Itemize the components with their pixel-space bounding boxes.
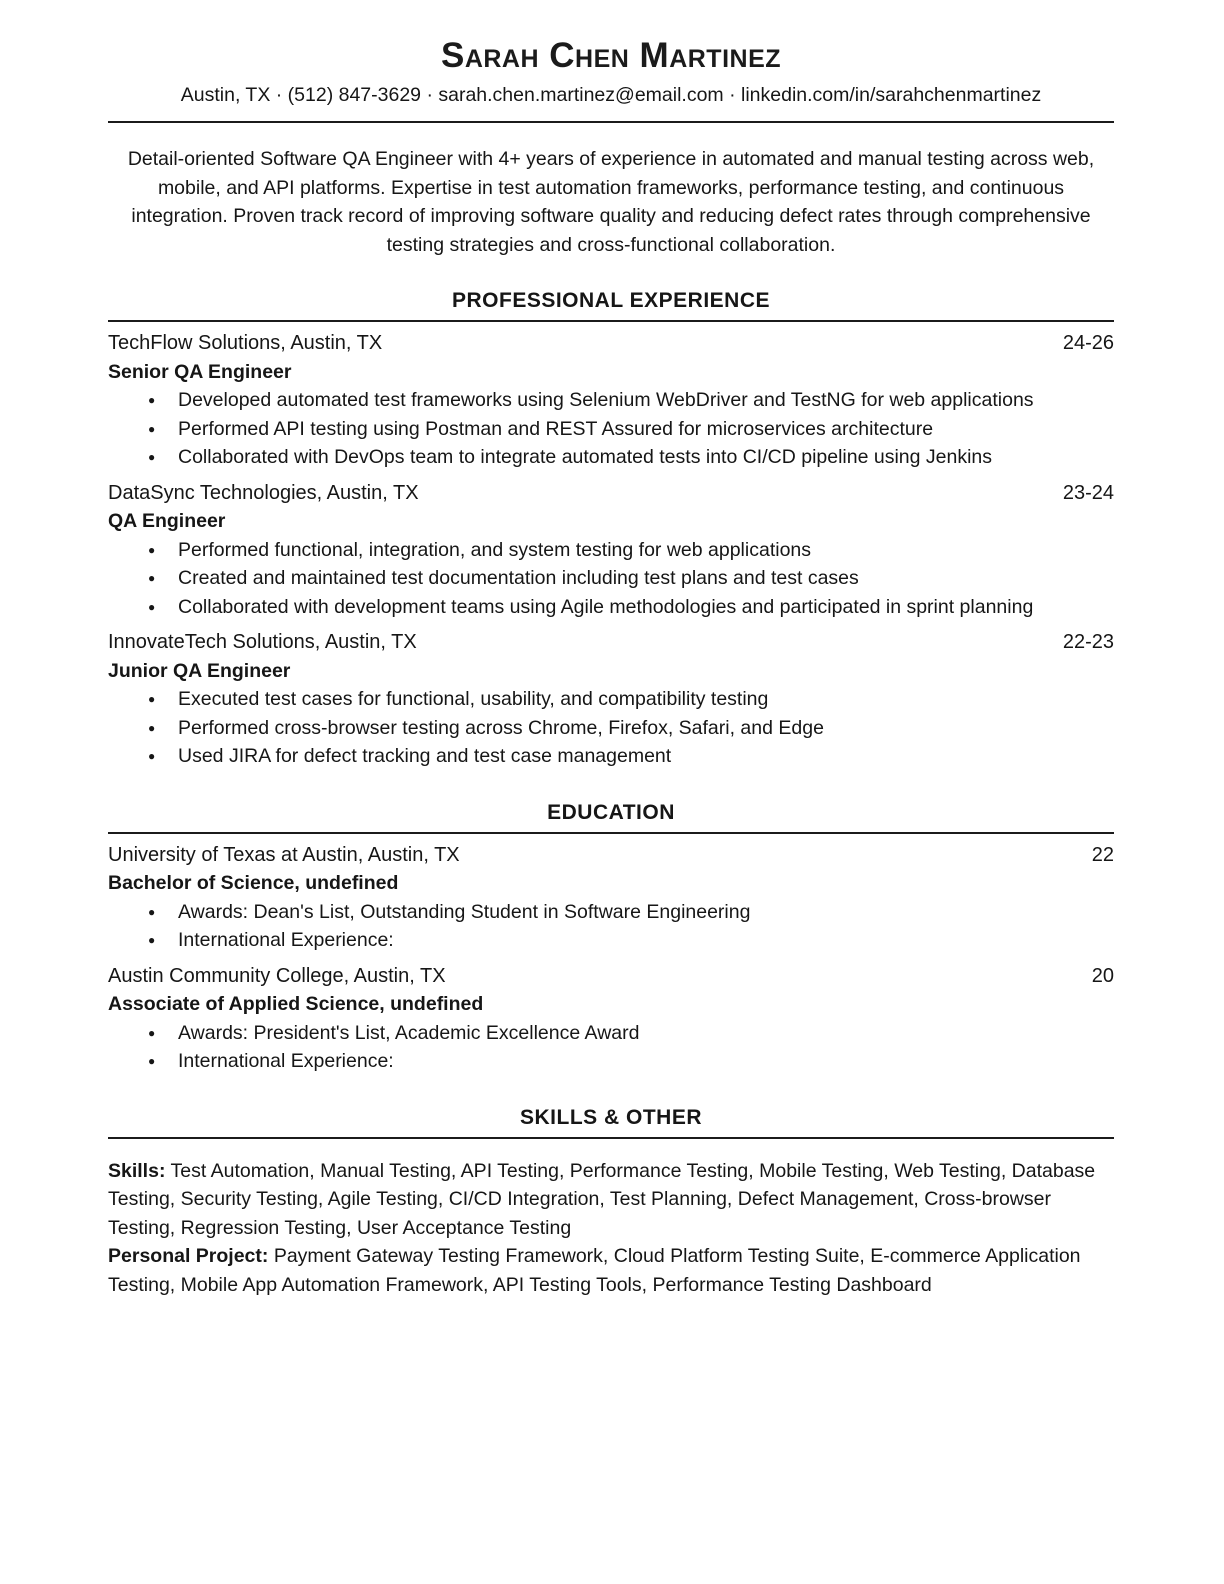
education-bullet-list (108, 1019, 1114, 1076)
degree-title: Bachelor of Science, undefined (108, 872, 399, 894)
job-bullet-list (108, 386, 1114, 472)
job-title: Senior QA Engineer (108, 360, 292, 383)
bullet-item: ● Performed cross-browser testing across Chrome, Firefox, Safari, and Edge (108, 714, 1114, 743)
job-bullet-list (108, 536, 1114, 622)
skills-label: Skills: (108, 1159, 166, 1182)
education-bullet-list (108, 898, 1114, 955)
bullet-item: ● Collaborated with DevOps team to integrate automated tests into CI/CD pipeline using Jenkins (108, 443, 1114, 472)
personal-project-line (108, 1242, 1114, 1299)
bullet-item: ● Awards: Dean's List, Outstanding Student in Software Engineering (108, 898, 1114, 927)
experience-entry (108, 479, 1114, 622)
company-name: InnovateTech Solutions, Austin, TX (108, 631, 417, 653)
entry-dates: 23-24 (1062, 481, 1114, 504)
bullet-item: ● Created and maintained test documentation including test plans and test cases (108, 564, 1114, 593)
bullet-item: ● International Experience: (108, 1047, 1114, 1076)
bullet-item: ● Executed test cases for functional, usability, and compatibility testing (108, 685, 1114, 714)
school-name: University of Texas at Austin, Austin, TX (108, 843, 460, 866)
bullet-item: ● Awards: President's List, Academic Excellence Award (108, 1019, 1114, 1048)
company-name: TechFlow Solutions, Austin, TX (108, 332, 383, 354)
bullet-item: ● Performed functional, integration, and system testing for web applications (108, 536, 1114, 565)
entry-dates: 20 (1091, 964, 1114, 987)
personal-project-label: Personal Project: (108, 1245, 269, 1267)
bullet-item: ● Performed API testing using Postman and REST Assured for microservices architecture (108, 415, 1114, 444)
entry-dates: 22 (1091, 843, 1114, 866)
summary-paragraph: Detail-oriented Software QA Engineer with 4+ years of experience in automated and manual testing across web, mobile, and API platforms. Expertise in test automation frameworks, performance testing, and continuous integration. Proven track record of improving software quality and reducing defect rates through comprehensive testing strategies and cross-functional collaboration. (127, 148, 1095, 256)
education-entry (108, 841, 1114, 955)
experience-entry (108, 329, 1114, 472)
skills-line (108, 1157, 1114, 1243)
section-title-experience: PROFESSIONAL EXPERIENCE (108, 289, 1114, 322)
skills-text: Test Automation, Manual Testing, API Testing, Performance Testing, Mobile Testing, Web Testing, Database Testing, Security Testing, Agile Testing, CI/CD Integration, Test Planning, Defect Management, Cross-browser Testing, Regression Testing, User Acceptance Testing (108, 1159, 1096, 1239)
section-title-education: EDUCATION (108, 801, 1114, 834)
degree-title: Associate of Applied Science, undefined (108, 993, 484, 1015)
experience-entry (108, 628, 1114, 771)
entry-dates: 22-23 (1062, 631, 1114, 653)
school-name: Austin Community College, Austin, TX (108, 964, 446, 987)
company-name: DataSync Technologies, Austin, TX (108, 481, 419, 504)
bullet-item: ● Used JIRA for defect tracking and test case management (108, 742, 1114, 771)
bullet-item: ● Developed automated test frameworks using Selenium WebDriver and TestNG for web applications (108, 386, 1114, 415)
header-divider (108, 121, 1114, 123)
job-bullet-list (108, 685, 1114, 771)
bullet-item: ● International Experience: (108, 926, 1114, 955)
bullet-item: ● Collaborated with development teams using Agile methodologies and participated in sprint planning (108, 593, 1114, 622)
entry-dates: 24-26 (1062, 332, 1114, 354)
job-title: QA Engineer (108, 510, 226, 532)
contact-line: Austin, TX · (512) 847-3629 · sarah.chen.martinez@email.com · linkedin.com/in/sarahchenmartinez (180, 84, 1042, 106)
education-entry (108, 962, 1114, 1076)
job-title: Junior QA Engineer (108, 659, 291, 682)
personal-project-text: Payment Gateway Testing Framework, Cloud Platform Testing Suite, E-commerce Application Testing, Mobile App Automation Framework, API Testing Tools, Performance Testing Dashboard (108, 1245, 1081, 1296)
resume-name: Sarah Chen Martinez (440, 36, 782, 75)
section-title-skills: SKILLS & OTHER (108, 1106, 1114, 1139)
